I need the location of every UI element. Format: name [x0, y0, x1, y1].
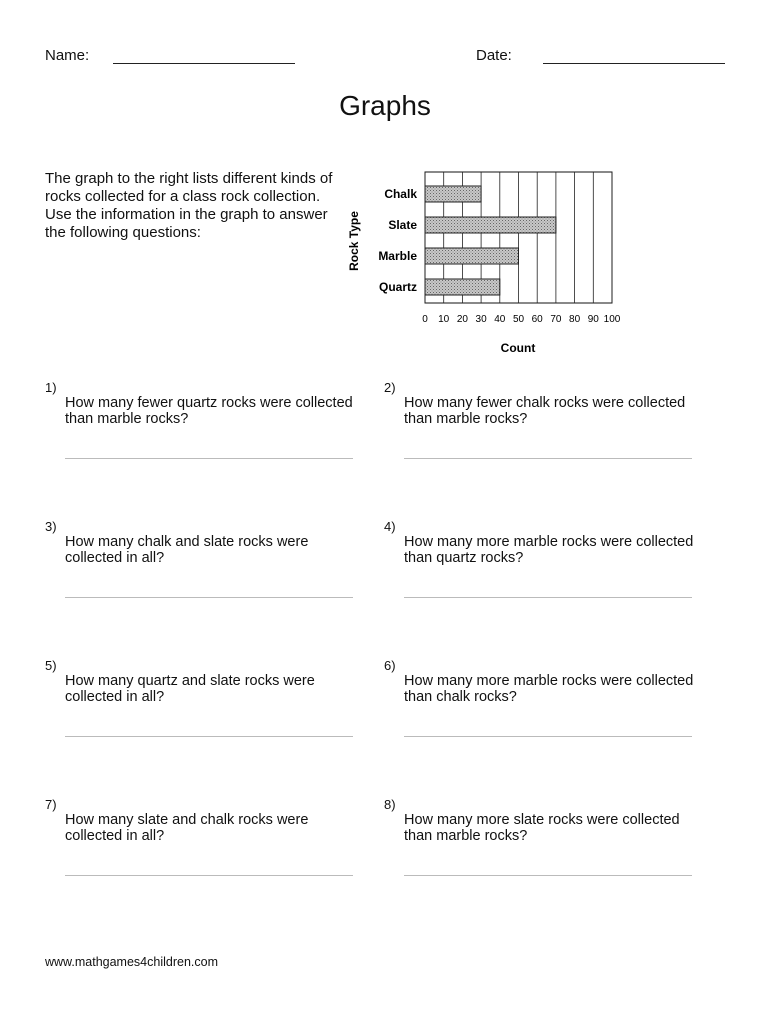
x-tick-label: 60: [531, 314, 543, 325]
x-tick-label: 10: [438, 314, 450, 325]
question-number: 8): [384, 797, 396, 812]
question-text: How many fewer quartz rocks were collected than marble rocks?: [65, 395, 353, 427]
x-tick-label: 40: [494, 314, 506, 325]
x-tick-label: 50: [512, 314, 525, 325]
x-tick-label: 70: [550, 314, 562, 325]
question-text: How many more marble rocks were collected than chalk rocks?: [404, 673, 694, 705]
x-axis-label: Count: [500, 341, 536, 355]
bar-chalk: [425, 186, 481, 202]
x-tick-label: 30: [475, 314, 487, 325]
name-label: Name:: [45, 47, 90, 64]
question-number: 6): [384, 658, 396, 673]
category-label: Chalk: [384, 187, 417, 201]
question-number: 4): [384, 519, 396, 534]
category-label: Quartz: [378, 280, 417, 294]
question-number: 2): [384, 380, 396, 395]
answer-line[interactable]: [65, 736, 353, 737]
answer-line[interactable]: [65, 597, 353, 598]
question-number: 3): [45, 519, 57, 534]
answer-line[interactable]: [404, 875, 692, 876]
answer-line[interactable]: [65, 458, 353, 459]
y-axis-label: Rock Type: [347, 211, 361, 271]
date-answer-line[interactable]: [543, 63, 725, 64]
bar-quartz: [425, 279, 500, 295]
category-label: Marble: [378, 249, 417, 263]
category-label: Slate: [388, 218, 417, 232]
x-tick-label: 20: [456, 314, 468, 325]
footer-url: www.mathgames4children.com: [45, 955, 218, 969]
question-text: How many slate and chalk rocks were collected in all?: [65, 812, 309, 844]
question-text: How many fewer chalk rocks were collected than marble rocks?: [404, 395, 686, 427]
rock-type-bar-chart: [340, 160, 640, 365]
x-tick-label: 100: [603, 314, 621, 325]
question-number: 7): [45, 797, 57, 812]
answer-line[interactable]: [404, 736, 692, 737]
date-label: Date:: [476, 47, 512, 64]
bar-marble: [425, 248, 519, 264]
question-number: 1): [45, 380, 57, 395]
page-title: Graphs: [339, 90, 431, 121]
x-tick-labels: [422, 314, 621, 325]
question-text: How many more slate rocks were collected than marble rocks?: [404, 812, 680, 844]
question-text: How many more marble rocks were collected than quartz rocks?: [404, 534, 694, 566]
x-tick-label: 90: [587, 314, 599, 325]
question-number: 5): [45, 658, 57, 673]
question-text: How many quartz and slate rocks were collected in all?: [65, 673, 315, 705]
answer-line[interactable]: [65, 875, 353, 876]
name-answer-line[interactable]: [113, 63, 295, 64]
category-labels: [378, 187, 417, 294]
answer-line[interactable]: [404, 597, 692, 598]
answer-line[interactable]: [404, 458, 692, 459]
bar-slate: [425, 217, 556, 233]
question-text: How many chalk and slate rocks were collected in all?: [65, 534, 309, 566]
intro-text: The graph to the right lists different kinds of rocks collected for a class rock collection. Use the information in the graph to answer the following questions:: [45, 170, 333, 241]
x-tick-label: 0: [422, 314, 428, 325]
chart-bars: [425, 186, 556, 295]
x-tick-label: 80: [569, 314, 581, 325]
